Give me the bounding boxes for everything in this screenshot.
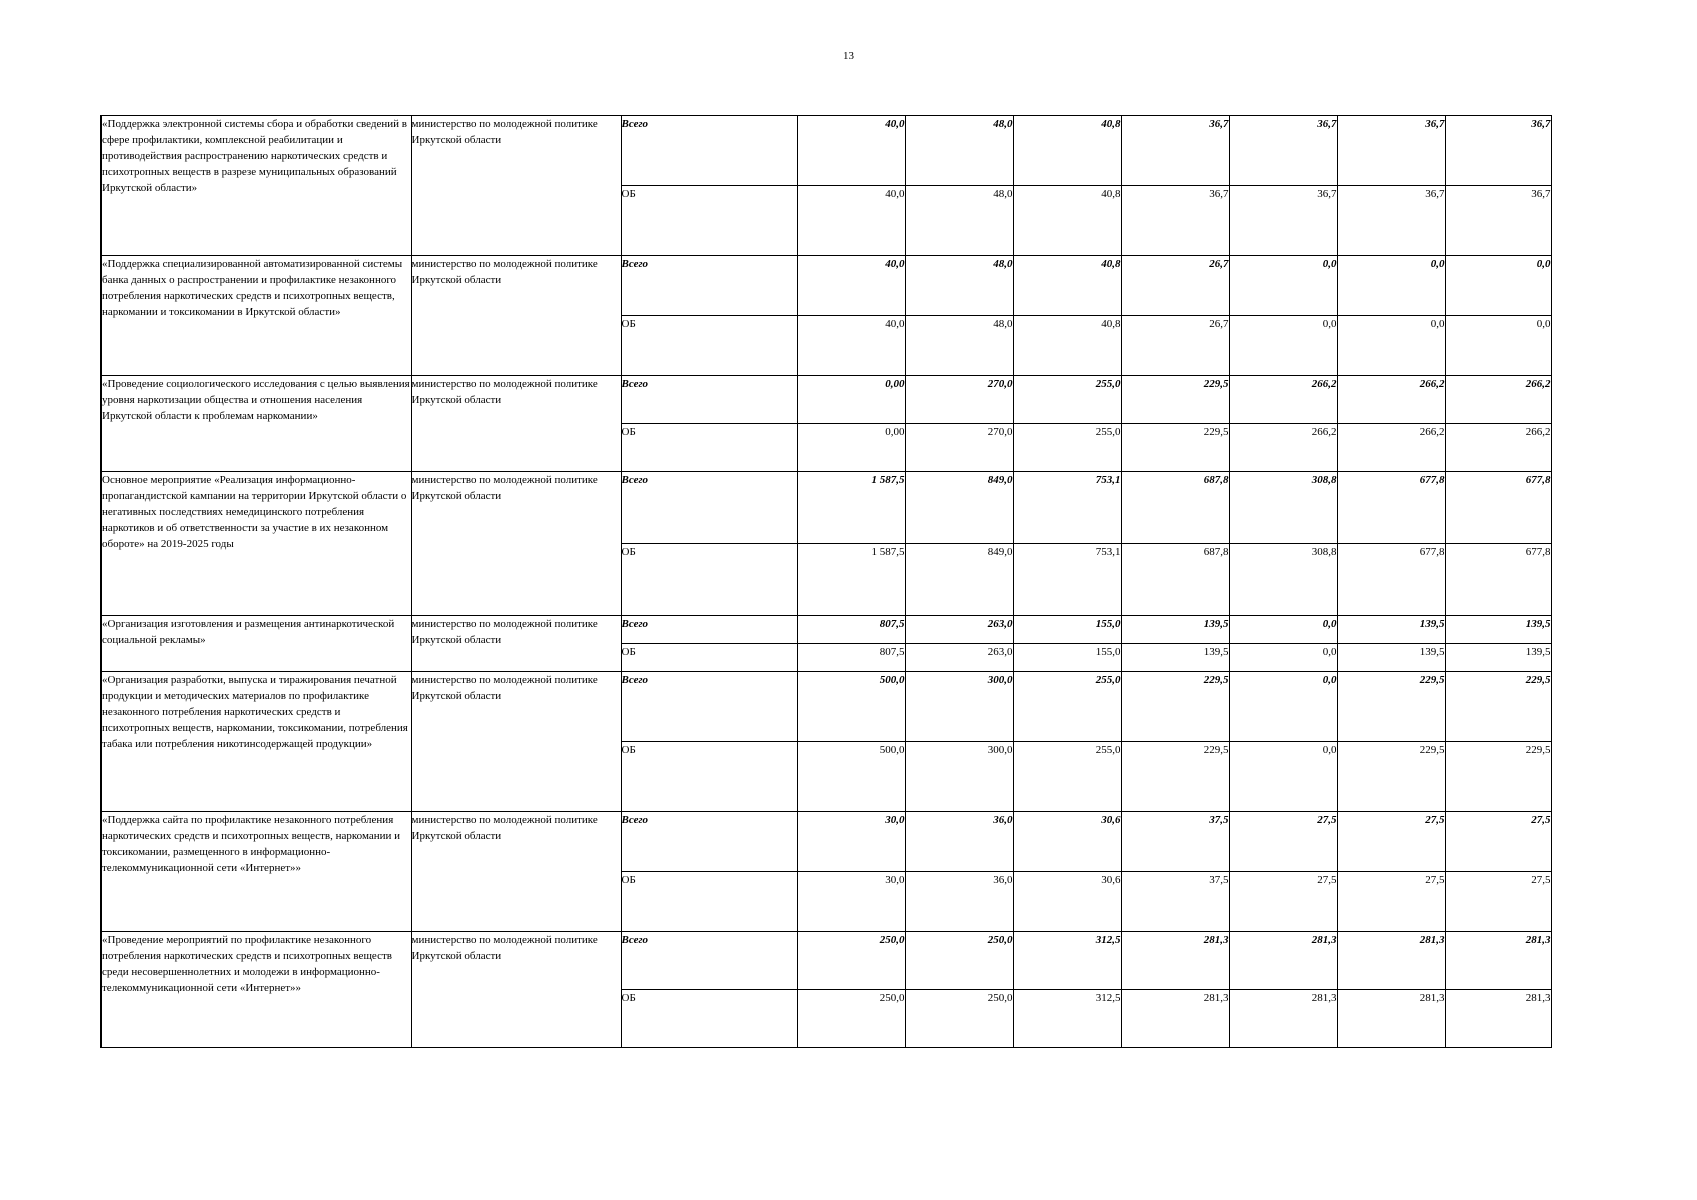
total-value-cell [1229, 472, 1337, 544]
total-value: 48,0 [993, 118, 1013, 130]
ob-value: 26,7 [1209, 318, 1229, 330]
ob-value-cell [1229, 544, 1337, 616]
ob-value-cell [1013, 316, 1121, 376]
total-value-cell [1337, 672, 1445, 742]
total-value: 687,8 [1203, 474, 1229, 486]
source-ob-label: ОБ [621, 872, 797, 932]
responsible-org-cell: министерство по молодежной политике Иркутской области [411, 812, 621, 932]
ob-value: 36,7 [1425, 188, 1445, 200]
table-row-total [101, 256, 1551, 316]
total-value: 500,0 [879, 674, 905, 686]
measure-name-cell: Основное мероприятие «Реализация информационно-пропагандистской кампании на территории Иркутской области о негативных последствиях немедицинского потребления наркотиков и об ответственности за участие в их незаконном обороте» на 2019-2025 годы [101, 472, 411, 616]
ob-value-cell [1121, 544, 1229, 616]
total-value-cell [1121, 472, 1229, 544]
total-value: 849,0 [987, 474, 1013, 486]
ob-value-cell [1445, 316, 1551, 376]
ob-value-cell [905, 186, 1013, 256]
measure-name-cell: «Поддержка сайта по профилактике незаконного потребления наркотических средств и психотропных веществ, наркомании и токсикомании, размещенного в информационно-телекоммуникационной сети «Интернет»» [101, 812, 411, 932]
total-value: 0,0 [1322, 674, 1337, 686]
total-value: 40,8 [1101, 258, 1121, 270]
total-value: 48,0 [993, 258, 1013, 270]
source-ob-label: ОБ [621, 186, 797, 256]
total-value: 229,5 [1203, 378, 1229, 390]
total-value-cell [1229, 376, 1337, 424]
ob-value: 0,0 [1322, 744, 1337, 756]
ob-value: 36,7 [1317, 188, 1337, 200]
total-value-cell [797, 376, 905, 424]
total-value: 281,3 [1203, 934, 1229, 946]
ob-value-cell [1229, 742, 1337, 812]
ob-value: 266,2 [1419, 426, 1445, 438]
measure-name-cell: «Поддержка специализированной автоматизированной системы банка данных о распространении и профилактике незаконного потребления наркотических средств и психотропных веществ, наркомании и токсикомании в Иркутской области» [101, 256, 411, 376]
total-value-cell [797, 116, 905, 186]
total-value: 229,5 [1203, 674, 1229, 686]
source-ob-label: ОБ [621, 644, 797, 672]
ob-value-cell [1229, 424, 1337, 472]
budget-table [100, 115, 1552, 1048]
ob-value: 229,5 [1525, 744, 1551, 756]
ob-value: 266,2 [1525, 426, 1551, 438]
source-total-label: Всего [621, 376, 797, 424]
total-value-cell [1013, 932, 1121, 990]
table-row-total [101, 116, 1551, 186]
total-value-cell [905, 472, 1013, 544]
total-value: 250,0 [987, 934, 1013, 946]
total-value-cell [1445, 672, 1551, 742]
ob-value-cell [1013, 424, 1121, 472]
ob-value-cell [1337, 990, 1445, 1048]
ob-value: 807,5 [879, 646, 905, 658]
total-value: 266,2 [1419, 378, 1445, 390]
total-value: 139,5 [1419, 618, 1445, 630]
total-value-cell [1121, 672, 1229, 742]
ob-value-cell [1445, 872, 1551, 932]
ob-value: 40,8 [1101, 188, 1121, 200]
ob-value-cell [905, 990, 1013, 1048]
total-value-cell [905, 256, 1013, 316]
ob-value: 263,0 [987, 646, 1013, 658]
ob-value: 40,0 [885, 318, 905, 330]
total-value: 255,0 [1095, 674, 1121, 686]
ob-value-cell [1445, 544, 1551, 616]
ob-value-cell [1337, 742, 1445, 812]
ob-value-cell [1445, 424, 1551, 472]
total-value-cell [1013, 256, 1121, 316]
ob-value: 1 587,5 [871, 546, 905, 558]
ob-value: 0,0 [1536, 318, 1551, 330]
total-value-cell [905, 672, 1013, 742]
ob-value: 677,8 [1419, 546, 1445, 558]
total-value-cell [905, 616, 1013, 644]
total-value: 308,8 [1311, 474, 1337, 486]
total-value-cell [1337, 616, 1445, 644]
total-value-cell [797, 812, 905, 872]
ob-value-cell [905, 316, 1013, 376]
ob-value: 139,5 [1525, 646, 1551, 658]
ob-value-cell [797, 186, 905, 256]
total-value-cell [797, 616, 905, 644]
total-value-cell [1013, 616, 1121, 644]
ob-value: 229,5 [1419, 744, 1445, 756]
total-value: 27,5 [1531, 814, 1551, 826]
ob-value: 40,0 [885, 188, 905, 200]
ob-value: 27,5 [1425, 874, 1445, 886]
ob-value-cell [1337, 186, 1445, 256]
ob-value: 37,5 [1209, 874, 1229, 886]
ob-value: 250,0 [879, 992, 905, 1004]
total-value-cell [1229, 616, 1337, 644]
source-ob-label: ОБ [621, 424, 797, 472]
ob-value-cell [1445, 990, 1551, 1048]
ob-value: 0,0 [1322, 318, 1337, 330]
ob-value-cell [1013, 186, 1121, 256]
ob-value-cell [1229, 316, 1337, 376]
source-total-label: Всего [621, 256, 797, 316]
total-value: 40,8 [1101, 118, 1121, 130]
source-ob-label: ОБ [621, 990, 797, 1048]
total-value: 36,7 [1425, 118, 1445, 130]
ob-value-cell [1445, 644, 1551, 672]
total-value-cell [1229, 812, 1337, 872]
ob-value-cell [1445, 186, 1551, 256]
table-row-total [101, 376, 1551, 424]
total-value: 270,0 [987, 378, 1013, 390]
source-total-label: Всего [621, 812, 797, 872]
ob-value: 255,0 [1095, 426, 1121, 438]
page-number: 13 [843, 50, 854, 62]
ob-value-cell [797, 742, 905, 812]
ob-value-cell [1121, 424, 1229, 472]
ob-value: 229,5 [1203, 426, 1229, 438]
ob-value-cell [1121, 316, 1229, 376]
total-value: 0,00 [885, 378, 905, 390]
ob-value: 0,00 [885, 426, 905, 438]
total-value-cell [1445, 616, 1551, 644]
total-value-cell [1445, 812, 1551, 872]
ob-value-cell [1229, 644, 1337, 672]
ob-value-cell [1013, 990, 1121, 1048]
ob-value: 27,5 [1317, 874, 1337, 886]
ob-value-cell [1013, 644, 1121, 672]
total-value-cell [1445, 116, 1551, 186]
total-value: 0,0 [1322, 618, 1337, 630]
measure-name-cell: «Проведение мероприятий по профилактике незаконного потребления наркотических средств и психотропных веществ среди несовершеннолетних и молодежи в информационно-телекоммуникационной сети «Интернет»» [101, 932, 411, 1048]
table-row-total [101, 812, 1551, 872]
ob-value-cell [905, 872, 1013, 932]
ob-value-cell [797, 316, 905, 376]
ob-value-cell [1337, 872, 1445, 932]
responsible-org-cell: министерство по молодежной политике Иркутской области [411, 472, 621, 616]
total-value: 139,5 [1203, 618, 1229, 630]
ob-value: 312,5 [1095, 992, 1121, 1004]
total-value: 281,3 [1311, 934, 1337, 946]
ob-value-cell [1013, 544, 1121, 616]
ob-value-cell [797, 872, 905, 932]
ob-value: 281,3 [1311, 992, 1337, 1004]
responsible-org-cell: министерство по молодежной политике Иркутской области [411, 116, 621, 256]
ob-value: 27,5 [1531, 874, 1551, 886]
total-value: 263,0 [987, 618, 1013, 630]
total-value-cell [1337, 116, 1445, 186]
ob-value-cell [1121, 644, 1229, 672]
ob-value-cell [1229, 872, 1337, 932]
ob-value-cell [1013, 872, 1121, 932]
total-value-cell [1445, 932, 1551, 990]
total-value-cell [1229, 932, 1337, 990]
ob-value: 40,8 [1101, 318, 1121, 330]
source-total-label: Всего [621, 116, 797, 186]
ob-value: 48,0 [993, 188, 1013, 200]
total-value: 229,5 [1525, 674, 1551, 686]
total-value: 266,2 [1525, 378, 1551, 390]
ob-value: 155,0 [1095, 646, 1121, 658]
total-value: 312,5 [1095, 934, 1121, 946]
measure-name-cell: «Организация разработки, выпуска и тиражирования печатной продукции и методических материалов по профилактике незаконного потребления наркотических средств и психотропных веществ, наркомании, токсикомании, потребления табака или потребления никотинсодержащей продукции» [101, 672, 411, 812]
total-value-cell [1337, 472, 1445, 544]
total-value-cell [1445, 472, 1551, 544]
total-value-cell [1013, 472, 1121, 544]
total-value-cell [1121, 812, 1229, 872]
table-body [101, 116, 1551, 1048]
measure-name-cell: «Поддержка электронной системы сбора и обработки сведений в сфере профилактики, комплексной реабилитации и противодействия распространению наркотических средств и психотропных веществ в разрезе муниципальных образований Иркутской области» [101, 116, 411, 256]
responsible-org-cell: министерство по молодежной политике Иркутской области [411, 616, 621, 672]
ob-value: 677,8 [1525, 546, 1551, 558]
source-total-label: Всего [621, 472, 797, 544]
total-value-cell [797, 932, 905, 990]
source-total-label: Всего [621, 616, 797, 644]
ob-value-cell [905, 544, 1013, 616]
ob-value: 500,0 [879, 744, 905, 756]
ob-value-cell [1229, 990, 1337, 1048]
total-value-cell [905, 116, 1013, 186]
responsible-org-cell: министерство по молодежной политике Иркутской области [411, 672, 621, 812]
total-value-cell [1013, 116, 1121, 186]
total-value: 807,5 [879, 618, 905, 630]
total-value-cell [905, 812, 1013, 872]
total-value-cell [797, 672, 905, 742]
ob-value: 36,7 [1209, 188, 1229, 200]
total-value-cell [797, 472, 905, 544]
total-value: 37,5 [1209, 814, 1229, 826]
total-value: 27,5 [1317, 814, 1337, 826]
total-value-cell [1013, 376, 1121, 424]
table-row-total [101, 472, 1551, 544]
total-value: 0,0 [1536, 258, 1551, 270]
total-value-cell [1121, 616, 1229, 644]
ob-value-cell [1337, 316, 1445, 376]
total-value: 677,8 [1419, 474, 1445, 486]
ob-value-cell [905, 644, 1013, 672]
ob-value-cell [797, 644, 905, 672]
ob-value: 0,0 [1322, 646, 1337, 658]
ob-value: 270,0 [987, 426, 1013, 438]
ob-value-cell [905, 424, 1013, 472]
total-value: 677,8 [1525, 474, 1551, 486]
table-row-total [101, 932, 1551, 990]
total-value: 40,0 [885, 118, 905, 130]
total-value: 30,6 [1101, 814, 1121, 826]
ob-value: 266,2 [1311, 426, 1337, 438]
ob-value-cell [1337, 424, 1445, 472]
ob-value-cell [1229, 186, 1337, 256]
total-value: 255,0 [1095, 378, 1121, 390]
ob-value: 308,8 [1311, 546, 1337, 558]
total-value-cell [1229, 672, 1337, 742]
total-value-cell [1337, 812, 1445, 872]
ob-value-cell [1013, 742, 1121, 812]
total-value-cell [1337, 932, 1445, 990]
total-value-cell [1337, 256, 1445, 316]
ob-value: 849,0 [987, 546, 1013, 558]
ob-value-cell [1337, 644, 1445, 672]
total-value: 0,0 [1430, 258, 1445, 270]
measure-name-cell: «Организация изготовления и размещения антинаркотической социальной рекламы» [101, 616, 411, 672]
ob-value-cell [1337, 544, 1445, 616]
ob-value: 300,0 [987, 744, 1013, 756]
total-value: 0,0 [1322, 258, 1337, 270]
total-value-cell [905, 376, 1013, 424]
total-value-cell [1013, 812, 1121, 872]
ob-value: 0,0 [1430, 318, 1445, 330]
total-value-cell [1121, 932, 1229, 990]
source-ob-label: ОБ [621, 316, 797, 376]
ob-value: 687,8 [1203, 546, 1229, 558]
ob-value: 753,1 [1095, 546, 1121, 558]
ob-value-cell [797, 544, 905, 616]
total-value: 36,7 [1209, 118, 1229, 130]
ob-value: 281,3 [1203, 992, 1229, 1004]
total-value: 155,0 [1095, 618, 1121, 630]
source-ob-label: ОБ [621, 742, 797, 812]
ob-value-cell [1121, 742, 1229, 812]
source-total-label: Всего [621, 932, 797, 990]
total-value-cell [905, 932, 1013, 990]
total-value-cell [1229, 116, 1337, 186]
total-value: 753,1 [1095, 474, 1121, 486]
ob-value: 139,5 [1203, 646, 1229, 658]
total-value-cell [1121, 256, 1229, 316]
responsible-org-cell: министерство по молодежной политике Иркутской области [411, 256, 621, 376]
total-value: 27,5 [1425, 814, 1445, 826]
measure-name-cell: «Проведение социологического исследования с целью выявления уровня наркотизации общества и отношения населения Иркутской области к проблемам наркомании» [101, 376, 411, 472]
ob-value: 281,3 [1419, 992, 1445, 1004]
table-row-total [101, 616, 1551, 644]
source-ob-label: ОБ [621, 544, 797, 616]
total-value: 36,0 [993, 814, 1013, 826]
total-value: 281,3 [1525, 934, 1551, 946]
total-value-cell [1121, 116, 1229, 186]
ob-value-cell [1445, 742, 1551, 812]
total-value-cell [1013, 672, 1121, 742]
ob-value: 139,5 [1419, 646, 1445, 658]
ob-value: 36,0 [993, 874, 1013, 886]
total-value: 36,7 [1531, 118, 1551, 130]
total-value: 40,0 [885, 258, 905, 270]
ob-value: 30,0 [885, 874, 905, 886]
total-value: 250,0 [879, 934, 905, 946]
ob-value: 30,6 [1101, 874, 1121, 886]
total-value: 300,0 [987, 674, 1013, 686]
ob-value: 48,0 [993, 318, 1013, 330]
ob-value: 229,5 [1203, 744, 1229, 756]
ob-value: 250,0 [987, 992, 1013, 1004]
table-row-total [101, 672, 1551, 742]
total-value-cell [1445, 376, 1551, 424]
responsible-org-cell: министерство по молодежной политике Иркутской области [411, 932, 621, 1048]
total-value: 281,3 [1419, 934, 1445, 946]
source-total-label: Всего [621, 672, 797, 742]
ob-value: 255,0 [1095, 744, 1121, 756]
total-value-cell [1337, 376, 1445, 424]
total-value-cell [1445, 256, 1551, 316]
total-value: 229,5 [1419, 674, 1445, 686]
total-value: 139,5 [1525, 618, 1551, 630]
ob-value-cell [905, 742, 1013, 812]
ob-value: 281,3 [1525, 992, 1551, 1004]
ob-value-cell [797, 990, 905, 1048]
total-value: 36,7 [1317, 118, 1337, 130]
total-value: 30,0 [885, 814, 905, 826]
total-value-cell [1121, 376, 1229, 424]
total-value-cell [797, 256, 905, 316]
ob-value-cell [1121, 872, 1229, 932]
ob-value-cell [797, 424, 905, 472]
responsible-org-cell: министерство по молодежной политике Иркутской области [411, 376, 621, 472]
total-value: 266,2 [1311, 378, 1337, 390]
total-value: 1 587,5 [871, 474, 905, 486]
total-value-cell [1229, 256, 1337, 316]
total-value: 26,7 [1209, 258, 1229, 270]
ob-value-cell [1121, 186, 1229, 256]
ob-value-cell [1121, 990, 1229, 1048]
ob-value: 36,7 [1531, 188, 1551, 200]
